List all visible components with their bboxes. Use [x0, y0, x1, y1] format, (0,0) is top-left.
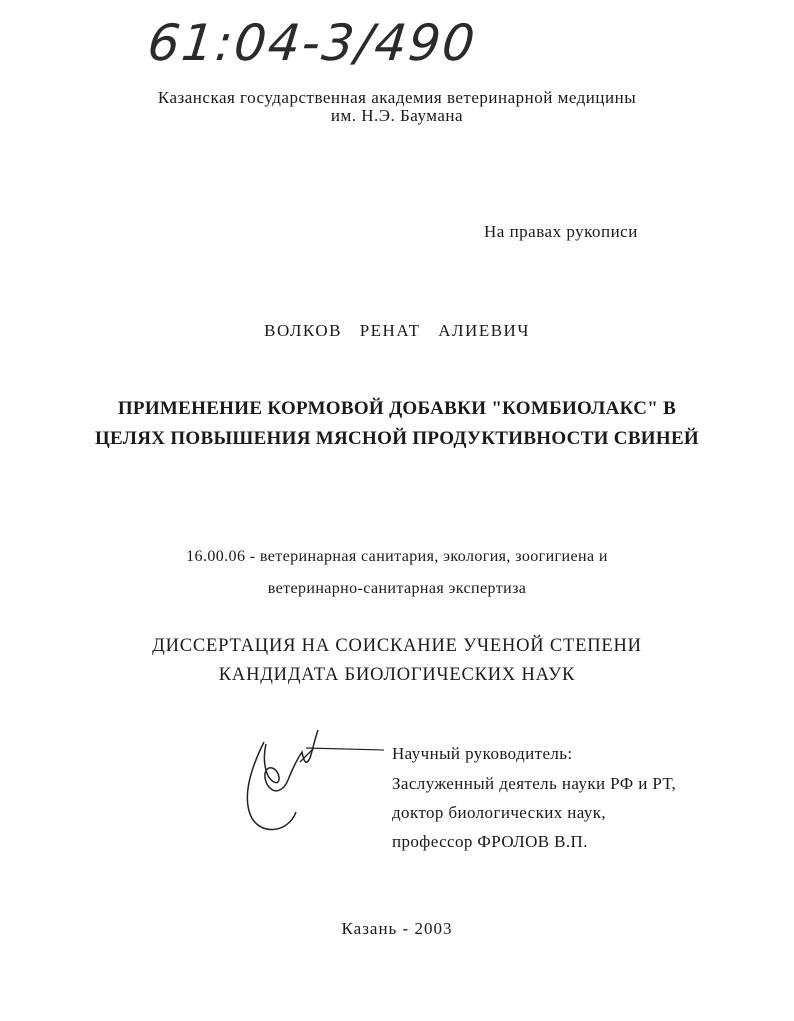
degree-line-1: ДИССЕРТАЦИЯ НА СОИСКАНИЕ УЧЕНОЙ СТЕПЕНИ — [152, 636, 642, 656]
specialty-line-2: ветеринарно-санитарная экспертиза — [267, 580, 527, 597]
institution-name: Казанская государственная академия ветеринарной медицины — [157, 88, 637, 107]
institution-named-after: им. Н.Э. Баумана — [330, 106, 464, 125]
supervisor-label: Научный руководитель: — [392, 744, 573, 763]
manuscript-rights-note: На правах рукописи — [484, 222, 638, 241]
supervisor-degree: доктор биологических наук, — [392, 803, 607, 822]
supervisor-honorary-title: Заслуженный деятель науки РФ и РТ, — [392, 774, 677, 793]
degree-line-2: КАНДИДАТА БИОЛОГИЧЕСКИХ НАУК — [218, 665, 576, 685]
thesis-title-line-2: ЦЕЛЯХ ПОВЫШЕНИЯ МЯСНОЙ ПРОДУКТИВНОСТИ СВИНЕЙ — [94, 428, 700, 449]
archive-stamp: 61:04-3/490 — [144, 14, 480, 72]
specialty-line-1: 16.00.06 - ветеринарная санитария, экология, зоогигиена и — [186, 548, 608, 565]
supervisor-name: профессор ФРОЛОВ В.П. — [392, 832, 588, 851]
author-name: ВОЛКОВ РЕНАТ АЛИЕВИЧ — [264, 321, 530, 340]
thesis-title-line-1: ПРИМЕНЕНИЕ КОРМОВОЙ ДОБАВКИ "КОМБИОЛАКС" В — [117, 398, 677, 419]
city-year: Казань - 2003 — [341, 919, 453, 938]
signature-image — [236, 722, 396, 842]
